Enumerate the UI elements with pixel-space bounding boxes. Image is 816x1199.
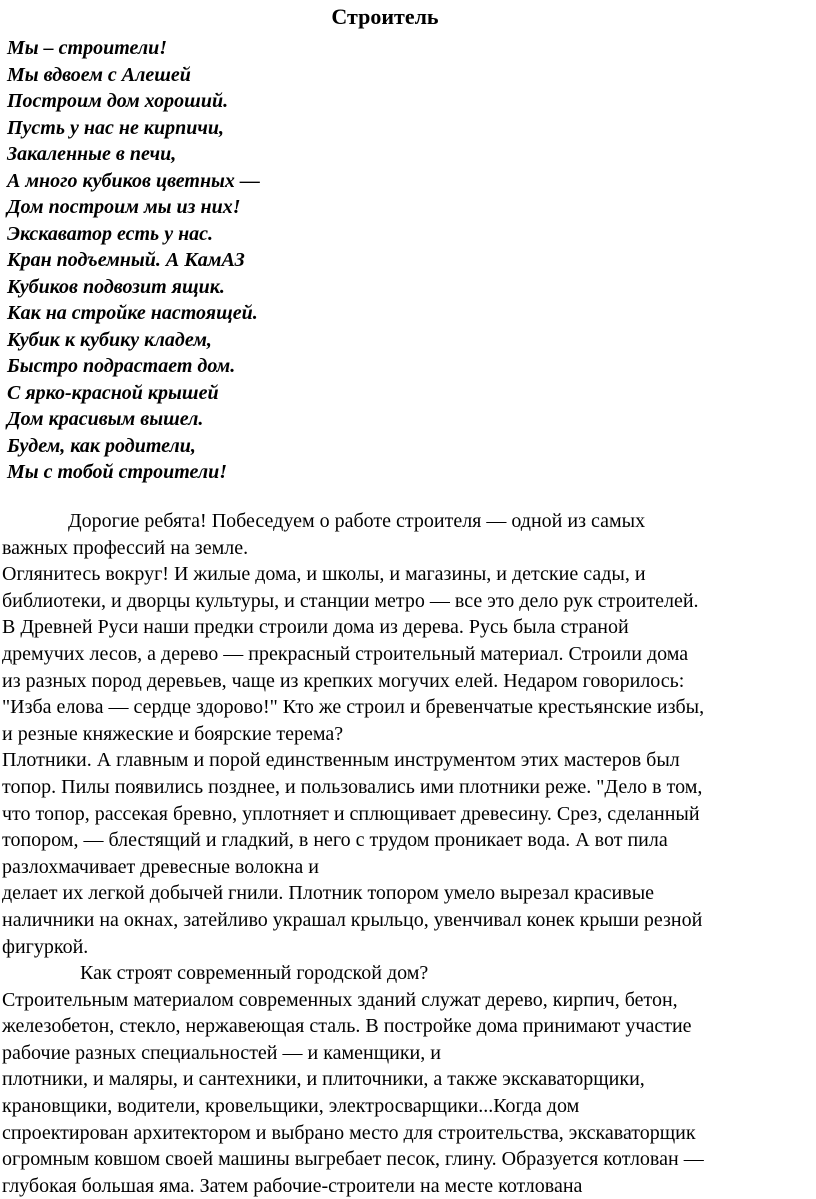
- poem-line: Кубик к кубику кладем,: [7, 328, 212, 351]
- text-line: В Древней Руси наши предки строили дома из дерева. Русь была страной: [2, 616, 629, 639]
- text-line: Строительным материалом современных зданий служат дерево, кирпич, бетон,: [2, 988, 678, 1011]
- poem: [7, 35, 260, 486]
- poem-line: Будем, как родители,: [7, 434, 196, 457]
- text-line: крановщики, водители, кровельщики, электросварщики...Когда дом: [2, 1095, 580, 1118]
- text-line: железобетон, стекло, нержавеющая сталь. В постройке дома принимают участие: [2, 1015, 692, 1038]
- text-line: Оглянитесь вокруг! И жилые дома, и школы, и магазины, и детские сады, и: [2, 563, 646, 586]
- text-line: дремучих лесов, а дерево — прекрасный строительный материал. Строили дома: [2, 642, 689, 665]
- text-line: наличники на окнах, затейливо украшал крыльцо, увенчивал конек крыши резной: [2, 908, 703, 931]
- poem-line: Быстро подрастает дом.: [7, 355, 236, 377]
- text-line: что топор, рассекая бревно, уплотняет и сплющивает древесину. Срез, сделанный: [2, 802, 700, 825]
- text-line: и резные княжеские и боярские терема?: [2, 722, 344, 745]
- text-line: топором, — блестящий и гладкий, в него с трудом проникает вода. А вот пила: [2, 829, 668, 852]
- poem-line: А много кубиков цветных —: [7, 169, 260, 192]
- poem-line: Мы – строители!: [7, 37, 168, 59]
- text-line: топор. Пилы появились позднее, и пользовались ими плотники реже. "Дело в том,: [2, 775, 703, 798]
- text-line: огромным ковшом своей машины выгребает песок, глину. Образуется котлован —: [2, 1148, 704, 1171]
- text-line: из разных пород деревьев, чаще из крепких могучих елей. Недаром говорилось:: [2, 669, 685, 692]
- poem-line: Как на стройке настоящей.: [7, 302, 258, 324]
- text-line: глубокая большая яма. Затем рабочие-строители на месте котлована: [2, 1174, 583, 1197]
- text-line: "Изба елова — сердце здорово!" Кто же строил и бревенчатые крестьянские избы,: [2, 696, 705, 719]
- poem-line: Дом построим мы из них!: [7, 196, 241, 218]
- document-title: Строитель: [331, 4, 439, 29]
- poem-line: С ярко-красной крышей: [7, 381, 219, 404]
- text-line: библиотеки, и дворцы культуры, и станции метро — все это дело рук строителей.: [2, 589, 699, 612]
- text-line: важных профессий на земле.: [2, 536, 249, 559]
- text-line: рабочие разных специальностей — и каменщики, и: [2, 1041, 441, 1064]
- poem-line: Мы вдвоем с Алешей: [7, 63, 191, 86]
- poem-line: Экскаватор есть у нас.: [7, 222, 214, 245]
- article-body: [2, 508, 704, 1199]
- text-line: Плотники. А главным и порой единственным инструментом этих мастеров был: [2, 749, 680, 772]
- section-heading: Как строят современный городской дом?: [80, 962, 429, 985]
- text-line: делает их легкой добычей гнили. Плотник топором умело вырезал красивые: [2, 882, 655, 905]
- poem-line: Закаленные в печи,: [7, 143, 177, 165]
- poem-line: Построим дом хороший.: [7, 90, 229, 112]
- poem-line: Пусть у нас не кирпичи,: [7, 116, 224, 139]
- poem-line: Мы с тобой строители!: [7, 461, 228, 483]
- text-line: спроектирован архитектором и выбрано место для строительства, экскаваторщик: [2, 1121, 696, 1144]
- poem-line: Кубиков подвозит ящик.: [7, 275, 225, 298]
- text-line: фигуркой.: [2, 935, 89, 958]
- text-line: Дорогие ребята! Побеседуем о работе строителя — одной из самых: [68, 510, 646, 532]
- poem-line: Дом красивым вышел.: [7, 408, 204, 430]
- poem-line: Кран подъемный. А КамАЗ: [7, 249, 245, 271]
- text-line: плотники, и маляры, и сантехники, и плиточники, а также экскаваторщики,: [2, 1068, 645, 1091]
- text-line: разлохмачивает древесные волокна и: [2, 855, 319, 878]
